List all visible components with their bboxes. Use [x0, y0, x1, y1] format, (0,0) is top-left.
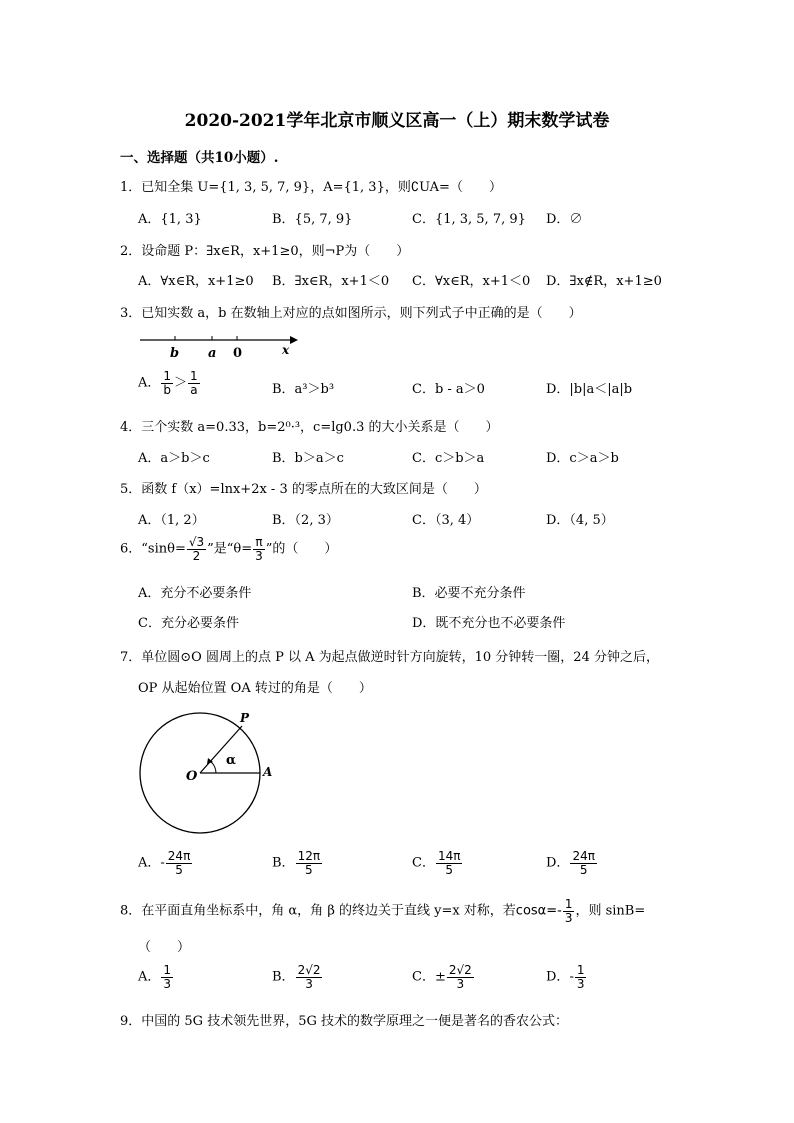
question-8-stem — [120, 898, 645, 924]
denominator: 5 — [175, 862, 183, 877]
q8-option-a-label: A． — [138, 969, 161, 985]
q3-option-a — [138, 370, 201, 396]
number-line-arrow — [290, 336, 298, 344]
q6-option-a: A．充分不必要条件 — [138, 586, 252, 601]
question-4-stem: 4．三个实数 a=0.33，b=2⁰·³，c=lg0.3 的大小关系是（ ） — [120, 420, 499, 435]
q8-option-b-label: B． — [272, 969, 295, 985]
numerator: 2√2 — [448, 963, 472, 977]
q4-option-c: C．c＞b＞a — [412, 451, 485, 466]
label-alpha: α — [226, 753, 237, 768]
cos-alpha: cosα=- — [515, 903, 562, 919]
fraction-1-over-b — [161, 370, 173, 396]
denominator: 5 — [304, 862, 313, 877]
greater-than: ＞ — [174, 375, 188, 391]
q8-stem-text: 8．在平面直角坐标系中，角 α，角 β 的终边关于直线 y=x 对称，若 — [120, 903, 516, 919]
q2-option-d: D．∃x∉R，x+1≥0 — [546, 274, 662, 289]
fraction-2sqrt2-over-3 — [296, 964, 323, 990]
plus-minus-sign: ± — [434, 969, 446, 985]
q6-stem-suffix: ”的（ ） — [265, 541, 338, 557]
question-9-stem: 9．中国的 5G 技术领先世界，5G 技术的数学原理之一便是著名的香农公式： — [120, 1014, 568, 1029]
question-5-stem: 5．函数 f（x）=lnx+2x - 3 的零点所在的大致区间是（ ） — [120, 482, 487, 497]
q5-option-c: C．（3, 4） — [412, 513, 480, 528]
q2-option-a: A．∀x∈R，x+1≥0 — [138, 274, 254, 289]
page-title: 2020-2021学年北京市顺义区高一（上）期末数学试卷 — [184, 111, 610, 131]
denominator: 3 — [163, 976, 172, 991]
fraction-2sqrt2-over-3-c — [447, 964, 474, 990]
denominator: 3 — [255, 548, 263, 563]
q4-option-a: A．a＞b＞c — [138, 451, 210, 466]
q1-option-d: D．∅ — [546, 212, 583, 227]
q5-option-d: D．（4, 5） — [546, 513, 614, 528]
denominator: 5 — [579, 862, 588, 877]
fraction-14pi-over-5 — [436, 850, 463, 876]
label-x: x — [282, 343, 290, 357]
q8-option-b — [272, 964, 323, 990]
q5-option-a: A．（1, 2） — [138, 513, 205, 528]
numerator: π — [255, 535, 263, 549]
q3-option-c: C．b - a＞0 — [412, 382, 485, 397]
q1-option-a: A．{1, 3} — [138, 212, 202, 227]
unit-circle-figure — [130, 706, 290, 846]
question-2-stem: 2．设命题 P：∃x∈R，x+1≥0，则¬P为（ ） — [120, 244, 410, 259]
question-6-stem — [120, 536, 337, 562]
q3-option-a-label: A． — [138, 375, 161, 391]
denominator: 2 — [192, 548, 201, 563]
denominator: 3 — [456, 976, 465, 991]
label-p: P — [240, 711, 250, 725]
question-3-stem: 3．已知实数 a，b 在数轴上对应的点如图所示，则下列式子中正确的是（ ） — [120, 306, 582, 321]
q3-option-b: B．a³＞b³ — [272, 382, 335, 397]
denominator: 3 — [576, 976, 585, 991]
q7-option-d — [546, 850, 598, 876]
numerator: 1 — [564, 897, 573, 911]
label-zero: 0 — [233, 346, 243, 361]
q6-option-b: B．必要不充分条件 — [412, 586, 526, 601]
label-o: O — [186, 769, 198, 784]
label-a: A — [263, 765, 273, 779]
q5-option-b: B．（2, 3） — [272, 513, 339, 528]
label-a: a — [208, 346, 217, 361]
q4-option-d: D．c＞a＞b — [546, 451, 619, 466]
q6-stem-middle: ”是“θ= — [207, 541, 253, 557]
denominator: 3 — [305, 976, 313, 991]
question-7-stem-line-1: 7．单位圆⊙O 圆周上的点 P 以 A 为起点做逆时针方向旋转，10 分钟转一圈，24 分钟之后， — [120, 650, 659, 665]
numerator: 1 — [163, 369, 172, 383]
numerator: 1 — [576, 963, 585, 977]
numerator: 1 — [163, 963, 172, 977]
question-1-stem: 1．已知全集 U={1, 3, 5, 7, 9}，A={1, 3}，则∁UA=（ ） — [120, 180, 502, 195]
q3-option-d: D．|b|a＜|a|b — [546, 382, 633, 397]
q8-option-a — [138, 964, 174, 990]
q1-option-b: B．{5, 7, 9} — [272, 212, 353, 227]
numerator: 1 — [190, 369, 198, 383]
numerator: 24π — [167, 849, 191, 863]
angle-arc — [210, 761, 216, 773]
minus-sign: - — [569, 969, 574, 985]
q8-option-c — [412, 964, 475, 990]
q4-option-b: B．b＞a＞c — [272, 451, 344, 466]
numerator: 14π — [437, 849, 461, 863]
q6-option-d: D．既不充分也不必要条件 — [412, 616, 566, 631]
denominator: 3 — [564, 910, 573, 925]
numerator: 24π — [572, 849, 595, 863]
q7-option-a-label: A． — [138, 855, 161, 871]
q6-stem-prefix: 6．“sinθ= — [120, 541, 186, 557]
q7-option-a — [138, 850, 193, 876]
fraction-pi-over-3 — [253, 536, 265, 562]
q7-option-b-label: B． — [272, 855, 295, 871]
denominator: a — [190, 382, 198, 397]
fraction-1-over-a — [188, 370, 200, 396]
q6-option-c: C．充分必要条件 — [138, 616, 239, 631]
fraction-1-over-3-d — [575, 964, 587, 990]
q2-option-c: C．∀x∈R，x+1＜0 — [412, 274, 531, 289]
minus-sign: - — [160, 855, 165, 871]
fraction-1-over-3-a — [161, 964, 173, 990]
q8-stem-tail: ，则 sinB= — [575, 903, 646, 919]
section-heading: 一、选择题（共10小题）. — [120, 150, 279, 166]
numerator: 12π — [297, 849, 321, 863]
fraction-sqrt3-over-2 — [187, 536, 206, 562]
denominator: b — [163, 382, 172, 397]
q8-option-d-label: D． — [546, 969, 570, 985]
q1-option-c: C．{1, 3, 5, 7, 9} — [412, 212, 526, 227]
fraction-12pi-over-5 — [296, 850, 323, 876]
fraction-1-over-3 — [563, 898, 575, 924]
number-line-figure — [138, 328, 308, 362]
q8-option-c-label: C． — [412, 969, 435, 985]
question-8-paren: （ ） — [138, 940, 191, 955]
label-b: b — [170, 346, 180, 361]
numerator: 2√2 — [297, 963, 321, 977]
fraction-24pi-over-5-d — [570, 850, 597, 876]
fraction-24pi-over-5 — [166, 850, 193, 876]
denominator: 5 — [445, 862, 454, 877]
q2-option-b: B．∃x∈R，x+1＜0 — [272, 274, 390, 289]
question-7-stem-line-2: OP 从起始位置 OA 转过的角是（ ） — [138, 681, 372, 696]
q8-option-d — [546, 964, 587, 990]
q7-option-d-label: D． — [546, 855, 570, 871]
numerator: √3 — [188, 535, 205, 549]
q7-option-c — [412, 850, 463, 876]
q7-option-c-label: C． — [412, 855, 435, 871]
q7-option-b — [272, 850, 323, 876]
